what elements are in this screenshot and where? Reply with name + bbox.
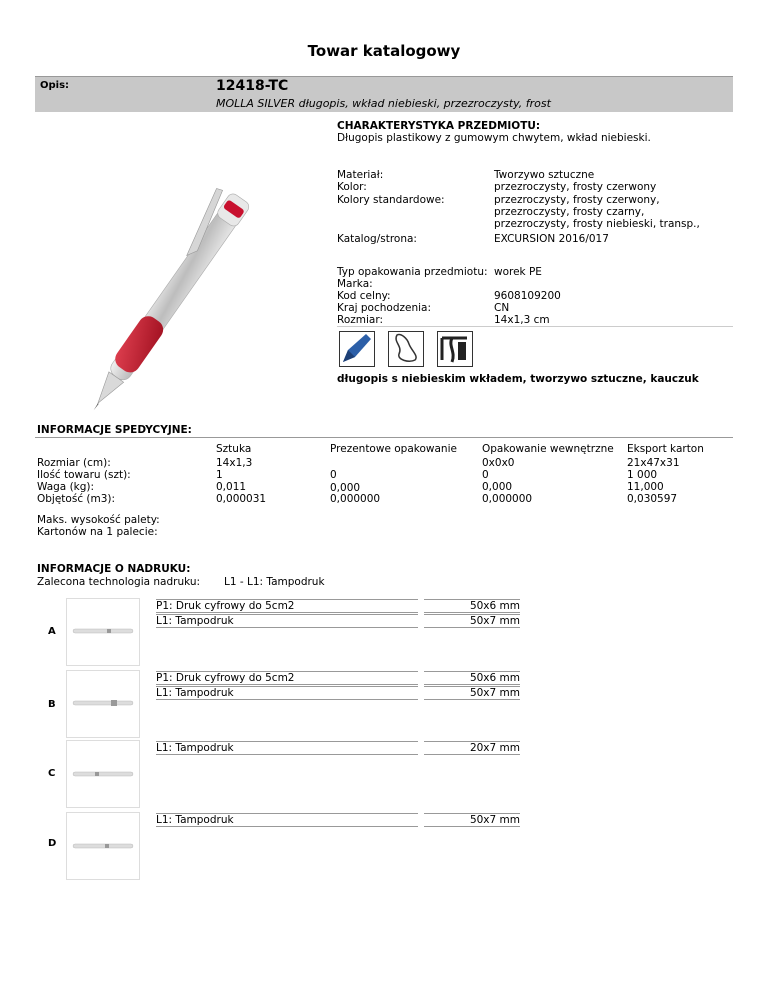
rubber-grip-icon <box>388 331 424 367</box>
cell: 1 000 <box>627 469 658 481</box>
pallet-height-label: Maks. wysokość palety: <box>37 514 160 526</box>
cell: 11,000 <box>627 481 664 493</box>
prop-color-label: Kolor: <box>337 181 367 193</box>
opis-label: Opis: <box>40 80 70 91</box>
prop-packaging-label: Typ opakowania przedmiotu: <box>337 266 488 278</box>
print-method: P1: Druk cyfrowy do 5cm2 <box>156 671 418 685</box>
cell: 0 <box>330 469 337 481</box>
product-subtitle: MOLLA SILVER długopis, wkład niebieski, przezroczysty, frost <box>216 97 551 110</box>
print-size: 50x7 mm <box>424 686 520 700</box>
cell: 0,000 <box>330 482 361 494</box>
print-position-thumbnail <box>66 812 140 880</box>
plastic-icon <box>437 331 473 367</box>
print-method: L1: Tampodruk <box>156 686 418 700</box>
position-letter: D <box>48 838 57 849</box>
prop-std-colors-label: Kolory standardowe: <box>337 194 445 206</box>
prop-origin-label: Kraj pochodzenia: <box>337 302 432 314</box>
prop-color-value: przezroczysty, frosty czerwony <box>494 181 657 193</box>
cell: 21x47x31 <box>627 457 680 469</box>
prop-catalog-value: EXCURSION 2016/017 <box>494 233 609 245</box>
cartons-per-pallet-label: Kartonów na 1 palecie: <box>37 526 158 538</box>
col-header-eksport: Eksport karton <box>627 443 704 455</box>
prop-std-colors-value-1: przezroczysty, frosty czerwony, <box>494 194 660 206</box>
print-tech-value: L1 - L1: Tampodruk <box>224 576 325 588</box>
shipping-rule <box>35 437 733 438</box>
prop-catalog-label: Katalog/strona: <box>337 233 417 245</box>
col-header-wewnetrzne: Opakowanie wewnętrzne <box>482 443 614 455</box>
prop-customs-label: Kod celny: <box>337 290 391 302</box>
print-size: 50x6 mm <box>424 599 520 613</box>
prop-size-label: Rozmiar: <box>337 314 384 326</box>
print-size: 50x7 mm <box>424 614 520 628</box>
prop-std-colors-value-3: przezroczysty, frosty niebieski, transp., <box>494 218 700 230</box>
print-size: 50x6 mm <box>424 671 520 685</box>
print-method: L1: Tampodruk <box>156 813 418 827</box>
cell: 14x1,3 <box>216 457 253 469</box>
product-code: 12418-TC <box>216 78 289 94</box>
cell: 0,030597 <box>627 493 678 505</box>
print-position-thumbnail <box>66 598 140 666</box>
shipping-heading: INFORMACJE SPEDYCYJNE: <box>37 424 192 436</box>
cell: 0,000 <box>482 481 513 493</box>
col-header-prezentowe: Prezentowe opakowanie <box>330 443 457 455</box>
prop-brand-label: Marka: <box>337 278 373 290</box>
prop-size-value: 14x1,3 cm <box>494 314 550 326</box>
cell: 0x0x0 <box>482 457 515 469</box>
print-size: 20x7 mm <box>424 741 520 755</box>
printing-heading: INFORMACJE O NADRUKU: <box>37 563 191 575</box>
product-image <box>60 125 320 415</box>
page-title: Towar katalogowy <box>307 42 461 60</box>
row-label-rozmiar: Rozmiar (cm): <box>37 457 111 469</box>
print-size: 50x7 mm <box>424 813 520 827</box>
prop-origin-value: CN <box>494 302 510 314</box>
prop-std-colors-value-2: przezroczysty, frosty czarny, <box>494 206 645 218</box>
col-header-sztuka: Sztuka <box>216 443 252 455</box>
print-position-thumbnail <box>66 670 140 738</box>
cell: 1 <box>216 469 223 481</box>
characteristics-heading: CHARAKTERYSTYKA PRZEDMIOTU: <box>337 120 541 132</box>
feature-icons <box>337 326 733 398</box>
blue-refill-icon <box>339 331 375 367</box>
print-tech-label: Zalecona technologia nadruku: <box>37 576 201 588</box>
prop-customs-value: 9608109200 <box>494 290 561 302</box>
print-position-thumbnail <box>66 740 140 808</box>
row-label-objetosc: Objętość (m3): <box>37 493 116 505</box>
cell: 0,011 <box>216 481 247 493</box>
print-method: P1: Druk cyfrowy do 5cm2 <box>156 599 418 613</box>
row-label-waga: Waga (kg): <box>37 481 95 493</box>
position-letter: C <box>48 768 56 779</box>
print-method: L1: Tampodruk <box>156 614 418 628</box>
row-label-ilosc: Ilość towaru (szt): <box>37 469 131 481</box>
cell: 0,000000 <box>330 493 381 505</box>
print-method: L1: Tampodruk <box>156 741 418 755</box>
icons-caption: długopis s niebieskim wkładem, tworzywo sztuczne, kauczuk <box>337 373 699 385</box>
cell: 0 <box>482 469 489 481</box>
position-letter: B <box>48 699 56 710</box>
prop-material-value: Tworzywo sztuczne <box>494 169 595 181</box>
prop-packaging-value: worek PE <box>494 266 542 278</box>
cell: 0,000000 <box>482 493 533 505</box>
cell: 0,000031 <box>216 493 267 505</box>
prop-material-label: Materiał: <box>337 169 384 181</box>
position-letter: A <box>48 626 56 637</box>
characteristics-text: Długopis plastikowy z gumowym chwytem, wkład niebieski. <box>337 132 651 144</box>
